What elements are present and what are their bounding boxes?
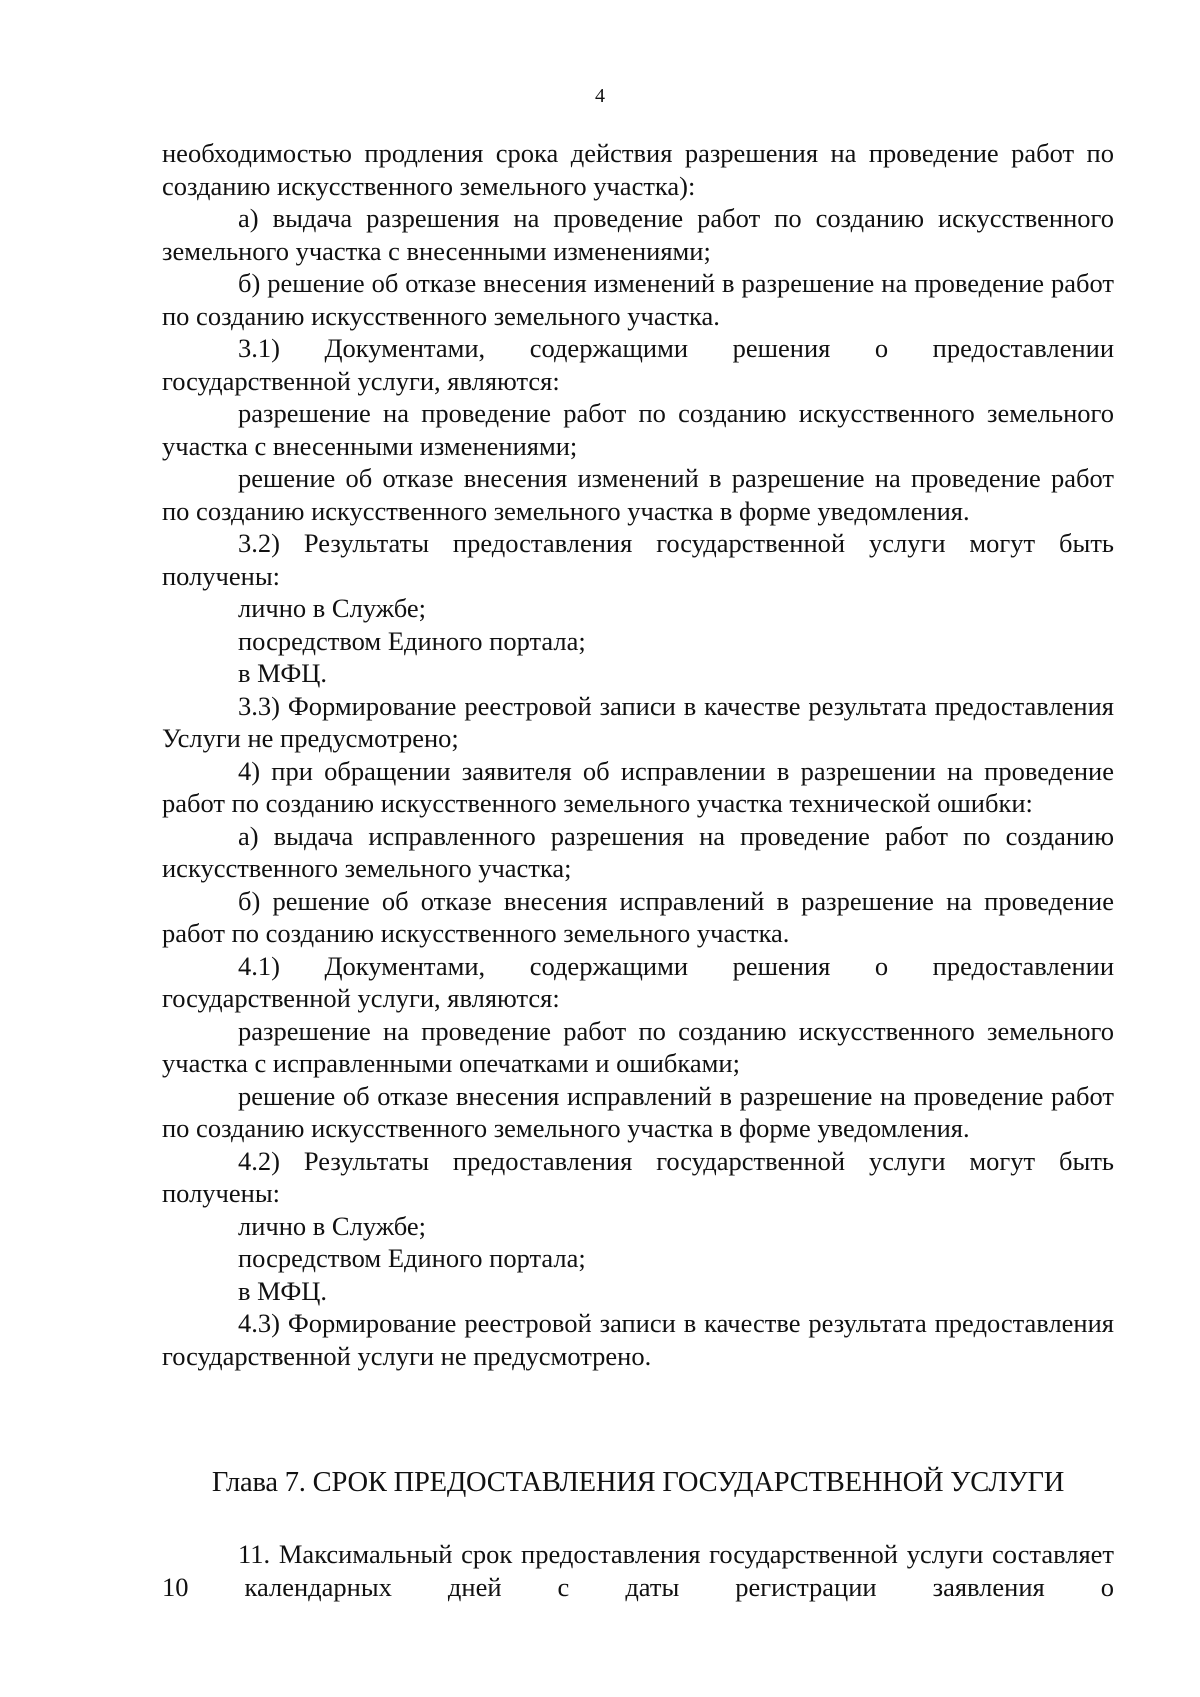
body-paragraph: разрешение на проведение работ по созданию искусственного земельного участка с исправленными опечатками и ошибками; [162, 1015, 1114, 1078]
body-paragraph: необходимостью продления срока действия разрешения на проведение работ по созданию искусственного земельного участка): [162, 138, 1114, 201]
body-paragraph: решение об отказе внесения изменений в разрешение на проведение работ по созданию искусственного земельного участка в форме уведомления. [162, 463, 1114, 526]
body-paragraph: лично в Службе; [238, 593, 426, 623]
body-paragraph: посредством Единого портала; [238, 625, 586, 656]
body-paragraph: лично в Службе; [238, 1210, 426, 1241]
body-paragraph: 4.2) Результаты предоставления государственной услуги могут быть получены: [162, 1145, 1114, 1208]
body-paragraph: в МФЦ. [238, 1275, 328, 1306]
paragraph-11: 11. Максимальный срок предоставления государственной услуги составляет 10 календарных дней с даты регистрации заявления о [162, 1539, 1114, 1602]
body-paragraph: а) выдача исправленного разрешения на проведение работ по созданию искусственного земельного участка; [162, 820, 1114, 883]
body-paragraph: а) выдача разрешения на проведение работ по созданию искусственного земельного участка с внесенными изменениями; [162, 203, 1114, 266]
final-section [162, 1538, 1114, 1603]
chapter-title: Глава 7. СРОК ПРЕДОСТАВЛЕНИЯ ГОСУДАРСТВЕННОЙ УСЛУГИ [211, 1467, 1065, 1498]
body-paragraph: б) решение об отказе внесения изменений в разрешение на проведение работ по созданию искусственного земельного участка. [162, 268, 1114, 331]
body-paragraph: разрешение на проведение работ по созданию искусственного земельного участка с внесенными изменениями; [162, 398, 1114, 461]
body-paragraph: б) решение об отказе внесения исправлений в разрешение на проведение работ по созданию искусственного земельного участка. [162, 885, 1114, 948]
body-paragraph: 3.2) Результаты предоставления государственной услуги могут быть получены: [162, 528, 1114, 591]
body-paragraph: посредством Единого портала; [238, 1243, 586, 1273]
body-paragraph: в МФЦ. [238, 658, 328, 688]
body-paragraph: 3.3) Формирование реестровой записи в качестве результата предоставления Услуги не предусмотрено; [162, 690, 1114, 753]
body-paragraph: 4.3) Формирование реестровой записи в качестве результата предоставления государственной услуги не предусмотрено. [162, 1308, 1114, 1371]
body-paragraph: решение об отказе внесения исправлений в разрешение на проведение работ по созданию искусственного земельного участка в форме уведомления. [162, 1080, 1114, 1143]
page-number: 4 [595, 85, 605, 107]
body-paragraph: 4.1) Документами, содержащими решения о предоставлении государственной услуги, являются: [162, 950, 1114, 1013]
body-paragraph: 4) при обращении заявителя об исправлении в разрешении на проведение работ по созданию искусственного земельного участка технической ошибки: [162, 755, 1114, 818]
document-body [162, 137, 1114, 1372]
body-paragraph: 3.1) Документами, содержащими решения о предоставлении государственной услуги, являются: [162, 333, 1114, 396]
